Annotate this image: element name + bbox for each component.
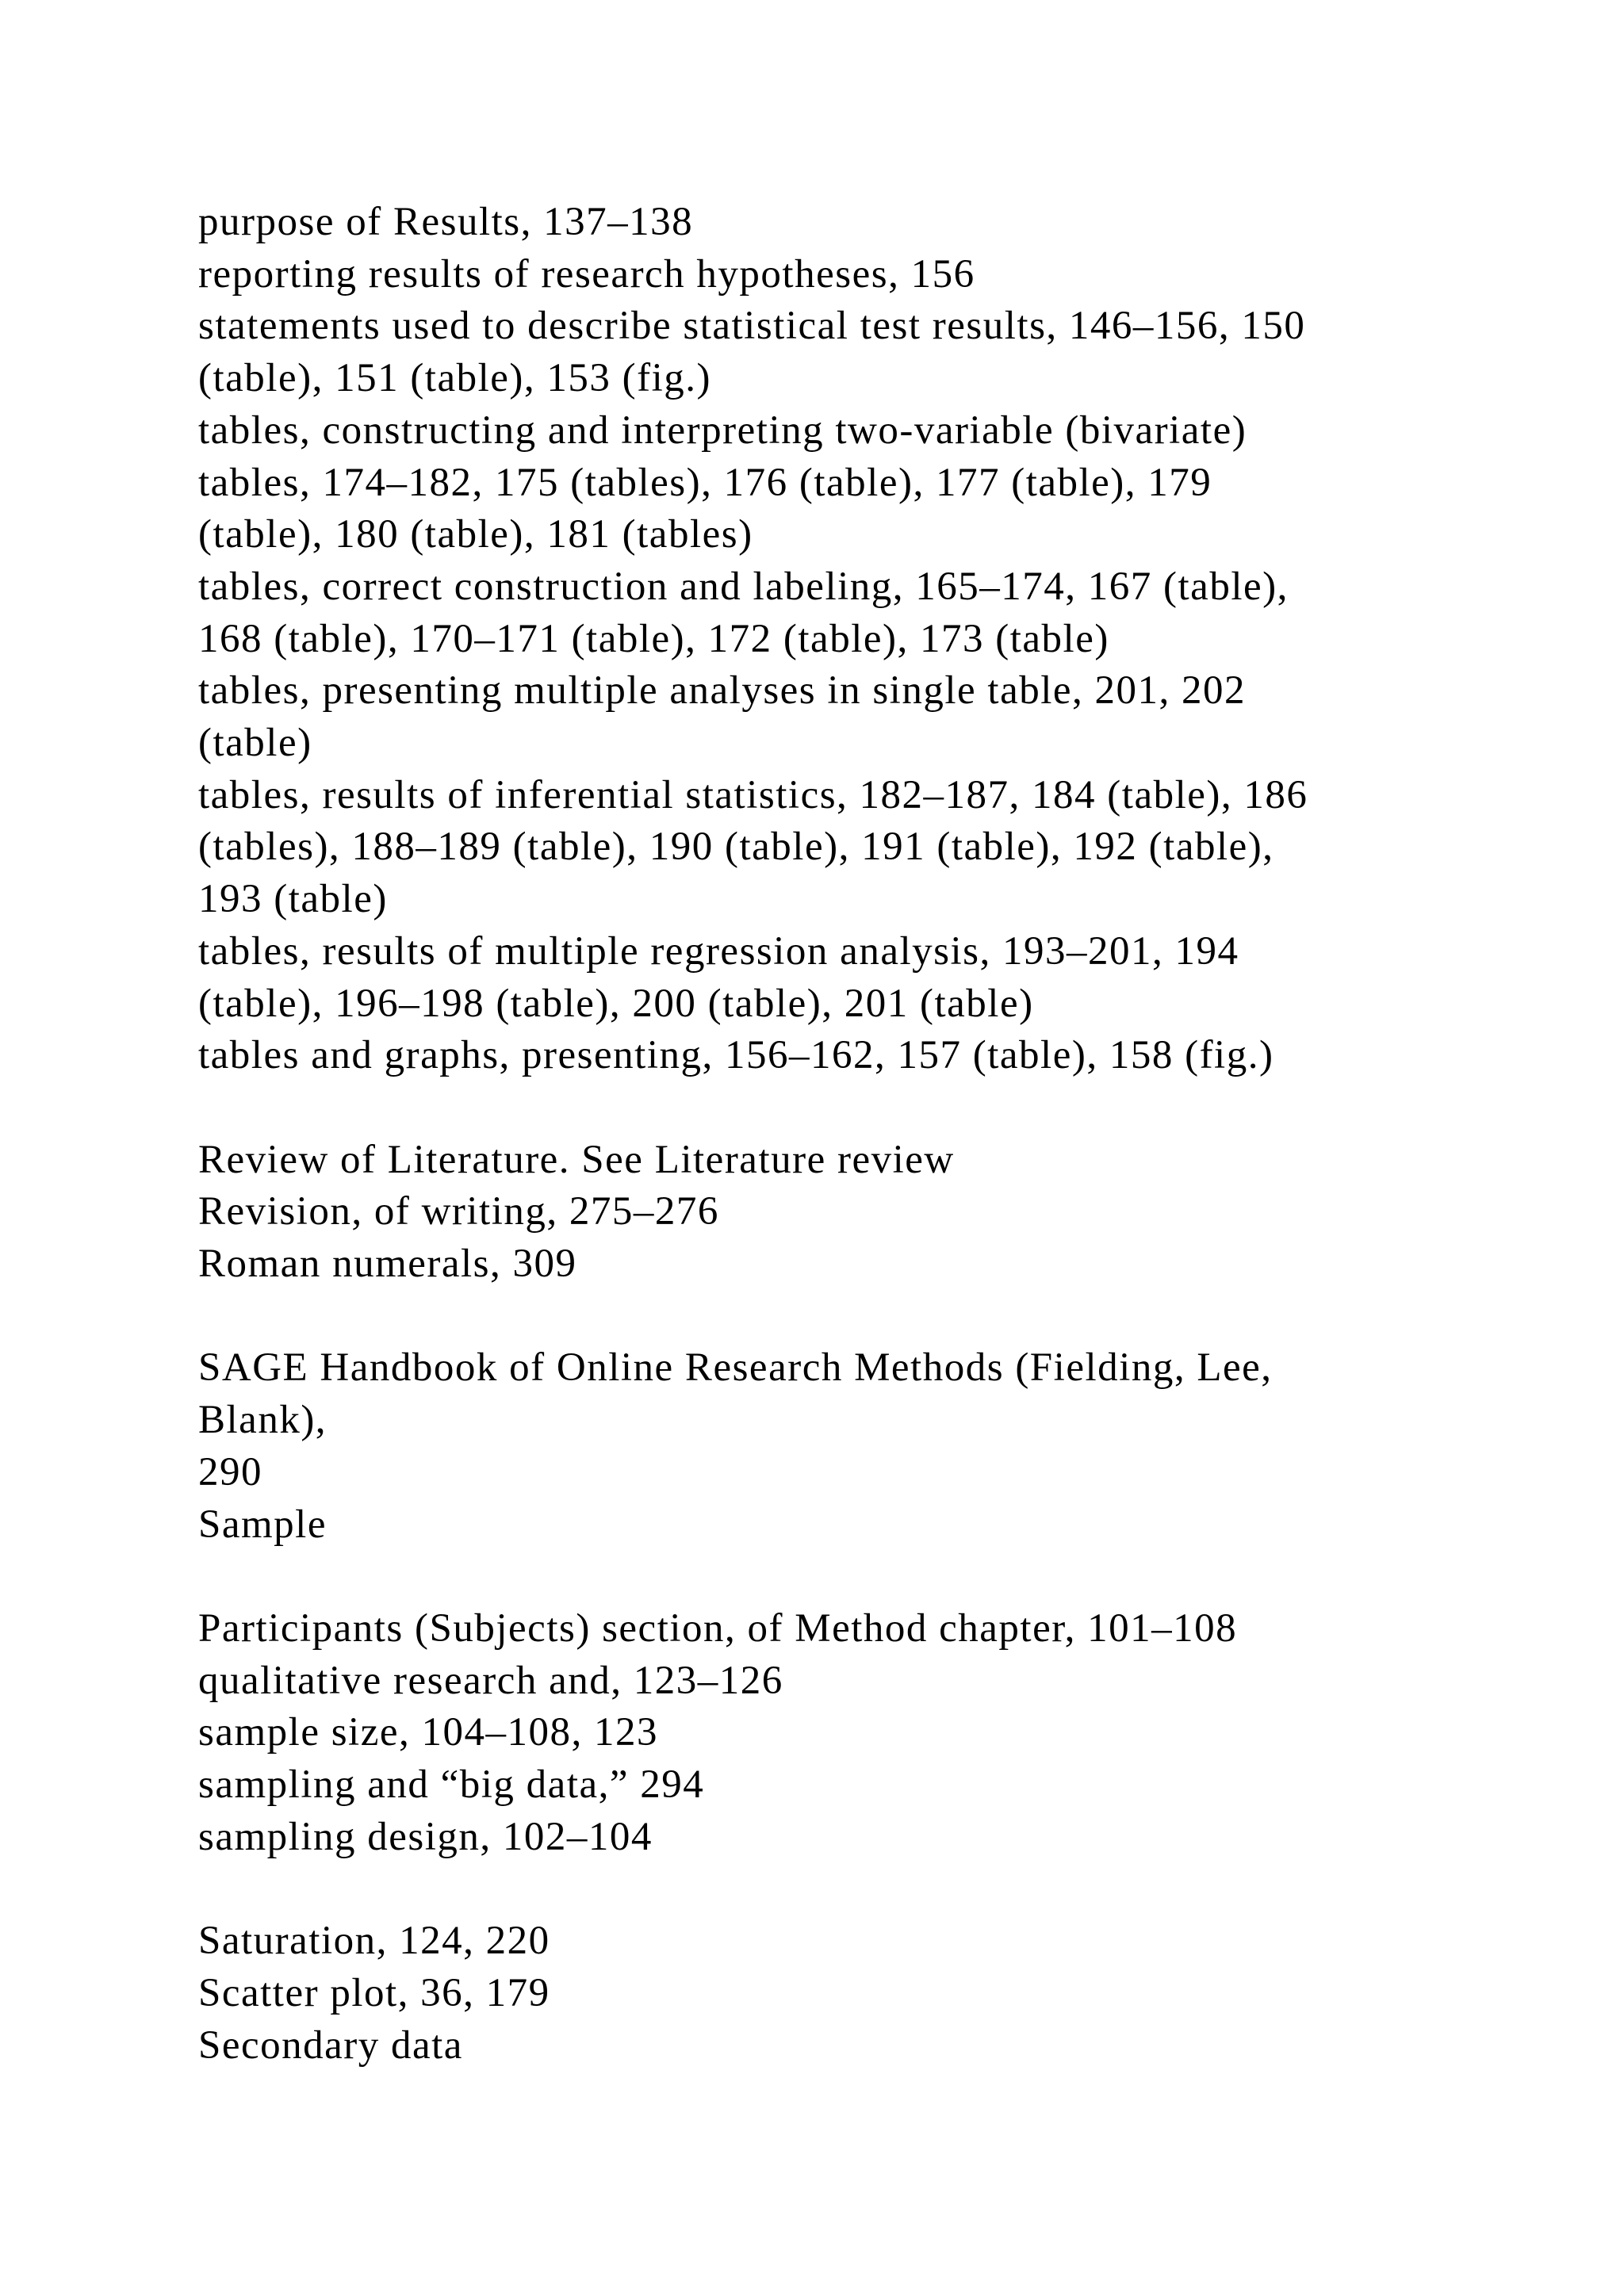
index-line: (table), 151 (table), 153 (fig.): [198, 356, 712, 401]
index-line: sample size, 104–108, 123: [198, 1710, 658, 1755]
index-line: Review of Literature. See Literature review: [198, 1137, 955, 1182]
index-line: 290: [198, 1449, 262, 1494]
index-line: sampling and “big data,” 294: [198, 1762, 705, 1808]
index-line: Secondary data: [198, 2022, 463, 2068]
index-line: tables, correct construction and labeling, 165–174, 167 (table),: [198, 564, 1289, 609]
index-line: (table): [198, 721, 312, 766]
index-line: (tables), 188–189 (table), 190 (table), 191 (table), 192 (table),: [198, 825, 1274, 870]
index-line: Scatter plot, 36, 179: [198, 1970, 550, 2015]
index-line: tables, constructing and interpreting two-variable (bivariate): [198, 408, 1247, 453]
blank-line: [198, 1863, 1507, 1915]
index-line: qualitative research and, 123–126: [198, 1658, 783, 1703]
index-line: tables, 174–182, 175 (tables), 176 (table), 177 (table), 179: [198, 460, 1212, 505]
index-line: reporting results of research hypotheses, 156: [198, 251, 975, 297]
index-line: Sample: [198, 1502, 327, 1547]
index-line: statements used to describe statistical test results, 146–156, 150: [198, 304, 1306, 349]
index-line: Roman numerals, 309: [198, 1242, 577, 1287]
index-line: (table), 180 (table), 181 (tables): [198, 512, 753, 557]
index-line: SAGE Handbook of Online Research Methods (Fielding, Lee,: [198, 1345, 1273, 1391]
index-line: 193 (table): [198, 877, 388, 922]
index-line: sampling design, 102–104: [198, 1814, 653, 1859]
index-line: Participants (Subjects) section, of Method chapter, 101–108: [198, 1605, 1238, 1651]
index-line: tables, results of multiple regression analysis, 193–201, 194: [198, 928, 1239, 974]
index-line: Blank),: [198, 1398, 327, 1443]
blank-line: [198, 1291, 1507, 1343]
blank-line: [198, 1551, 1507, 1603]
blank-line: [198, 1082, 1507, 1135]
index-text-block: [198, 197, 1507, 2072]
index-line: tables and graphs, presenting, 156–162, 157 (table), 158 (fig.): [198, 1033, 1274, 1078]
index-line: Revision, of writing, 275–276: [198, 1189, 719, 1234]
index-line: 168 (table), 170–171 (table), 172 (table), 173 (table): [198, 616, 1109, 661]
index-line: Saturation, 124, 220: [198, 1919, 550, 1964]
index-line: tables, presenting multiple analyses in single table, 201, 202: [198, 668, 1247, 714]
index-line: tables, results of inferential statistics, 182–187, 184 (table), 186: [198, 772, 1308, 817]
index-line: (table), 196–198 (table), 200 (table), 201 (table): [198, 981, 1034, 1026]
index-line: purpose of Results, 137–138: [198, 200, 694, 244]
